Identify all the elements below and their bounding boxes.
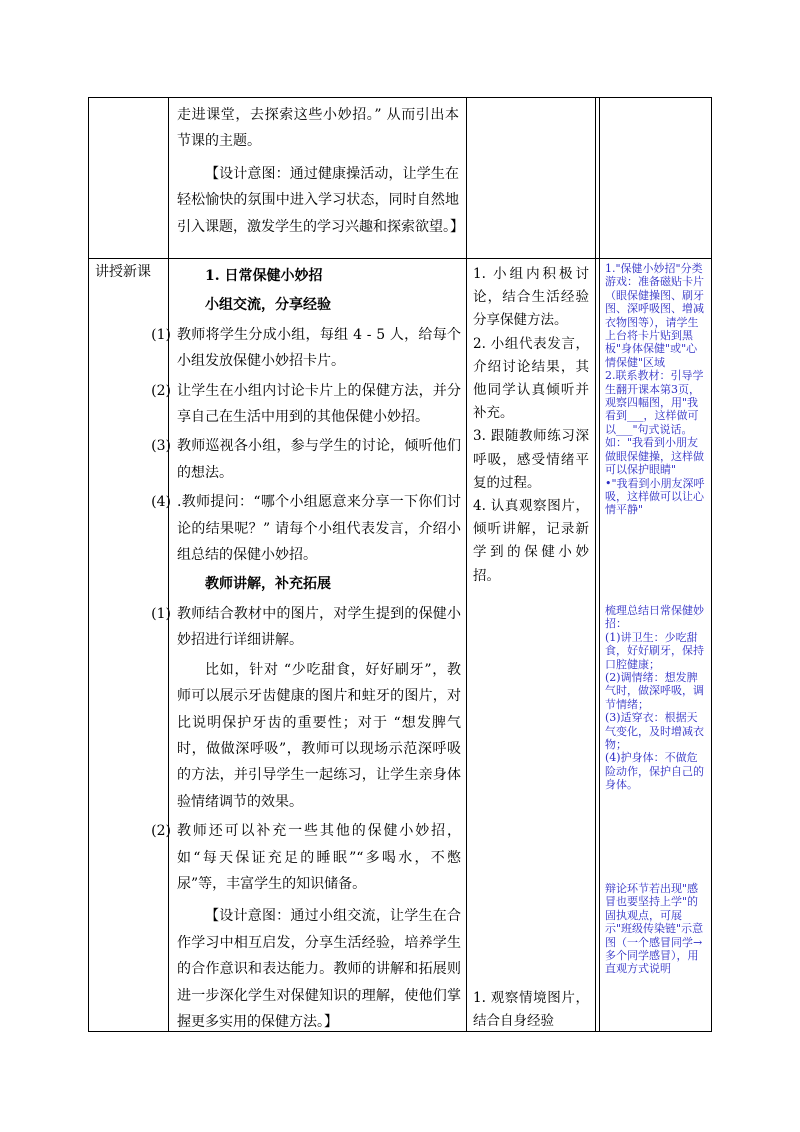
item-number: (2) xyxy=(151,823,171,840)
student-item-4: 4. 认真观察图片，倾听讲解，记录新学到的保健小妙招。 xyxy=(473,498,589,584)
item-text: 教师巡视各小组，参与学生的讨论，倾听他们的想法。 xyxy=(177,438,461,481)
notes-block-1 xyxy=(605,262,707,517)
item-text: 让学生在小组内讨论卡片上的保健方法，并分享自己在生活中用到的其他保健小妙招。 xyxy=(177,382,461,426)
note-line: (3)适穿衣：根据天气变化，及时增减衣物； xyxy=(605,711,704,752)
note-line: (2)调情绪：想发脾气时，做深呼吸，调节情绪； xyxy=(605,671,704,711)
item-text: 教师还可以补充一些其他的保健小妙招，如“每天保证充足的睡眠”“多喝水，不憋尿”等，丰富学生的知识储备。 xyxy=(177,823,461,892)
note-line: 1."保健小妙招"分类游戏：准备磁贴卡片（眼保健操图、刷牙图、深呼吸图、增减衣物图等），请学生上台将卡片贴到黑板"身体保健"或"心情保健"区域 xyxy=(605,262,704,369)
student-bottom-item: 1. 观察情境图片，结合自身经验 xyxy=(473,990,589,1030)
part2-example: 比如，针对 “少吃甜食，好好刷牙”，教师可以展示牙齿健康的图片和蛀牙的图片，对比说明保护牙齿的重要性；对于 “想发脾气时，做做深呼吸”，教师可以现场示范深呼吸的方法，并引导学生一起练习，让学生亲身体验情绪调节的效果。 xyxy=(177,661,461,810)
row1-content-cell xyxy=(177,102,464,240)
item-number: (3) xyxy=(151,438,171,455)
item-text: 教师将学生分成小组，每组 4 - 5 人，给每个小组发放保健小妙招卡片。 xyxy=(177,326,461,370)
student-activity-bottom xyxy=(473,987,589,1033)
student-item-1: 1. 小组内积极讨论，结合生活经验分享保健方法。 xyxy=(473,266,589,329)
item-number: (1) xyxy=(151,326,171,343)
item-number: (4) xyxy=(151,494,171,511)
part1-item-4 xyxy=(151,489,461,568)
student-item-2: 2. 小组代表发言，介绍讨论结果，其他同学认真倾听并补充。 xyxy=(473,335,589,422)
column-divider-2 xyxy=(466,97,467,1032)
design-intent-1: 【设计意图：通过健康操活动，让学生在轻松愉快的氛围中进入学习状态，同时自然地引入课题，激发学生的学习兴趣和探索欲望。】 xyxy=(177,165,464,235)
note-line: •"我看到小朋友深呼吸，这样做可以让心情平静" xyxy=(605,476,705,517)
row2-content-cell xyxy=(151,263,461,1035)
part1-item-3 xyxy=(151,433,461,486)
column-divider-1 xyxy=(168,97,169,1032)
note-line: 2.联系教材：引导学生翻开课本第3页，观察四幅图，用"我看到___，这样做可以___"句式说话。 xyxy=(605,369,704,436)
note-line: (1)讲卫生：少吃甜食，好好刷牙，保持口腔健康； xyxy=(605,630,704,671)
item-number: (2) xyxy=(151,382,171,399)
note-line: 如："我看到小朋友做眼保健操，这样做可以保护眼睛" xyxy=(605,436,704,477)
part1-item-1 xyxy=(151,322,461,375)
item-number: (1) xyxy=(151,605,171,622)
column-divider-3a xyxy=(595,97,596,1032)
note-line: 梳理总结日常保健妙招： xyxy=(605,604,704,631)
column-divider-3b xyxy=(599,97,600,1032)
intro-text: 走进课堂，去探索这些小妙招。” 从而引出本节课的主题。 xyxy=(177,107,459,150)
item-text: 教师结合教材中的图片，对学生提到的保健小妙招进行详细讲解。 xyxy=(177,605,461,649)
stage-label: 讲授新课 xyxy=(95,264,151,280)
part2-item-2 xyxy=(151,818,461,897)
notes-block-3 xyxy=(605,882,707,976)
part2-item-1 xyxy=(151,601,461,654)
item-text: .教师提问：“哪个小组愿意来分享一下你们讨论的结果呢？” 请每个小组代表发言，介绍小组总结的保健小妙招。 xyxy=(177,494,461,564)
row-divider xyxy=(88,258,712,259)
student-activity-cell xyxy=(473,263,589,588)
note-line: (4)护身体：不做危险动作，保护自己的身体。 xyxy=(605,751,704,792)
part2-title: 教师讲解，补充拓展 xyxy=(205,576,331,593)
part1-title: 小组交流，分享经验 xyxy=(205,297,331,314)
table-right-border xyxy=(711,97,712,1032)
note-line: 辩论环节若出现"感冒也要坚持上学"的固执观点，可展示"班级传染链"示意图（一个感冒同学→多个同学感冒），用直观方式说明 xyxy=(605,882,704,976)
notes-block-2 xyxy=(605,604,707,792)
student-item-3: 3. 跟随教师练习深呼吸，感受情绪平复的过程。 xyxy=(473,428,589,491)
table-left-border xyxy=(88,97,89,1032)
design-intent-2: 【设计意图：通过小组交流，让学生在合作学习中相互启发，分享生活经验，培养学生的合作意识和表达能力。教师的讲解和拓展则进一步深化学生对保健知识的理解，使他们掌握更多实用的保健方法。】 xyxy=(177,908,461,1030)
part1-item-2 xyxy=(151,378,461,431)
section-title: 1. 日常保健小妙招 xyxy=(205,268,323,284)
table-top-border xyxy=(88,97,712,98)
